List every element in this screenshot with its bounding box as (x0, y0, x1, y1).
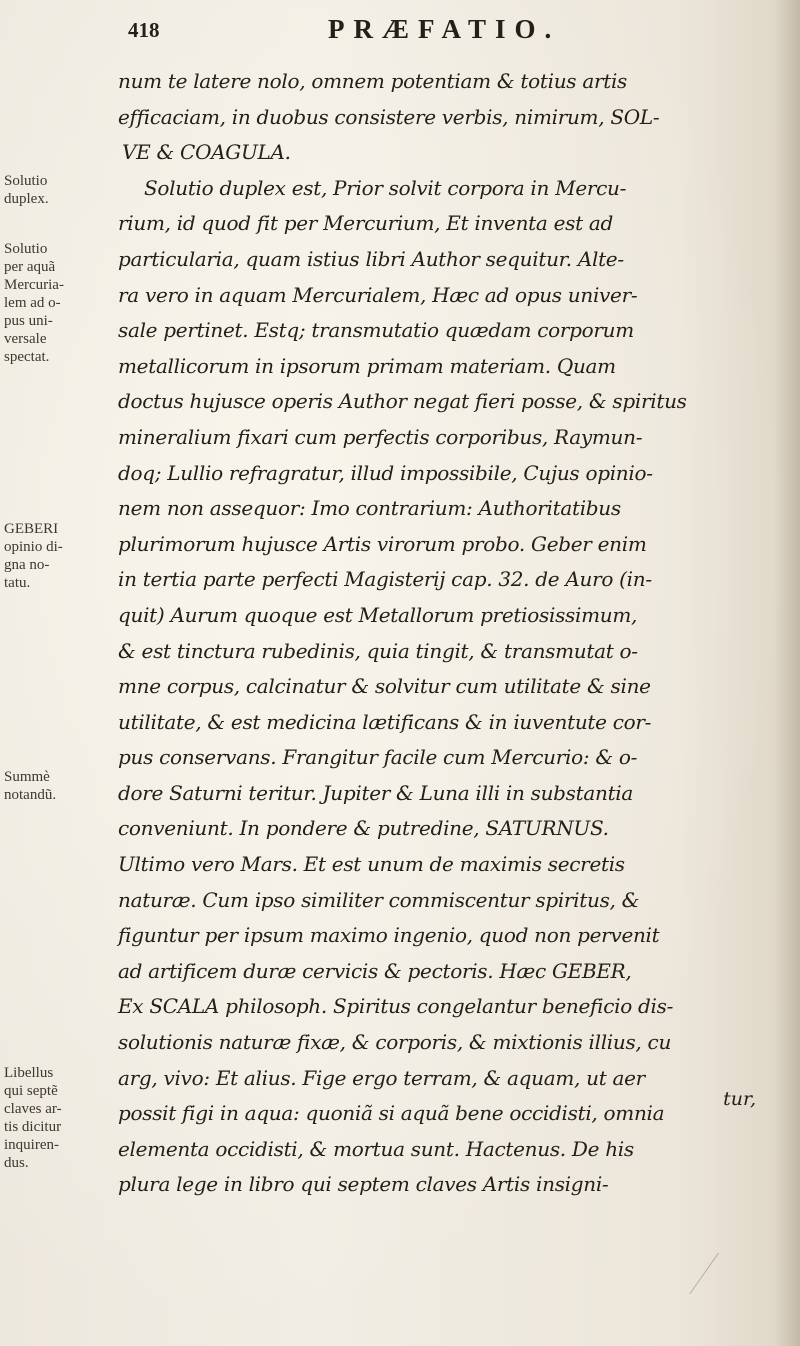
text-line: naturæ. Cum ipso similiter commiscentur spiritus, & (118, 887, 640, 912)
text-line: conveniunt. In pondere & putredine, SATURNUS. (118, 816, 609, 841)
text-line: VE & COAGULA. (122, 140, 291, 165)
text-line: figuntur per ipsum maximo ingenio, quod non pervenit (118, 923, 660, 948)
body-text (118, 64, 766, 1203)
text-line: mne corpus, calcinatur & solvitur cum utilitate & sine (118, 674, 651, 699)
text-line: particularia, quam istius libri Author sequitur. Alte- (118, 246, 624, 271)
catchword: tur, (723, 1088, 756, 1110)
text-line: rium, id quod fit per Mercurium, Et inventa est ad (118, 211, 614, 236)
page-number: 418 (128, 18, 160, 42)
text-line: possit figi in aqua: quoniã si aquã bene occidisti, omnia (118, 1101, 665, 1126)
text-line: doctus hujusce operis Author negat fieri posse, & spiritus (118, 389, 687, 414)
page-edge-shadow (774, 0, 800, 1346)
text-line: dore Saturni teritur. Jupiter & Luna illi in substantia (118, 780, 634, 805)
margin-note-summe-notandum: Summè notandũ. (4, 769, 57, 803)
margin-note-geberi-opinio: GEBERI opinio di- gna no- tatu. (4, 521, 63, 591)
margin-note-solutio-per-aquam: Solutio per aquã Mercuria- lem ad o- pus uni- versale spectat. (4, 241, 64, 365)
text-line: metallicorum in ipsorum primam materiam. Quam (118, 353, 616, 378)
text-line: Solutio duplex est, Prior solvit corpora in Mercu- (144, 175, 627, 200)
margin-notes (0, 0, 100, 1346)
running-title: PRÆFATIO. (328, 14, 561, 44)
text-line: num te latere nolo, omnem potentiam & totius artis (118, 69, 628, 93)
text-line: & est tinctura rubedinis, quia tingit, & transmutat o- (118, 638, 638, 663)
text-line: plurimorum hujusce Artis virorum probo. Geber enim (118, 531, 647, 556)
pen-mark (689, 1253, 751, 1317)
text-line: sale pertinet. Estq; transmutatio quædam corporum (118, 318, 634, 343)
text-line: Ultimo vero Mars. Et est unum de maximis secretis (118, 852, 625, 877)
text-line: quit) Aurum quoque est Metallorum pretiosissimum, (118, 602, 638, 627)
text-line: plura lege in libro qui septem claves Artis insigni- (118, 1172, 609, 1197)
margin-note-solutio-duplex: Solutio duplex. (4, 173, 49, 207)
text-line: nem non assequor: Imo contrarium: Authoritatibus (118, 496, 621, 521)
text-line: doq; Lullio refragratur, illud impossibile, Cujus opinio- (118, 460, 653, 485)
text-line: pus conservans. Frangitur facile cum Mercurio: & o- (118, 745, 638, 770)
text-line: ra vero in aquam Mercurialem, Hæc ad opus univer- (118, 282, 638, 307)
running-head (128, 14, 688, 54)
text-line: arg, vivo: Et alius. Fige ergo terram, & aquam, ut aer (118, 1065, 645, 1090)
text-line: ad artificem duræ cervicis & pectoris. Hæc GEBER, (118, 958, 632, 983)
text-line: utilitate, & est medicina lætificans & in iuventute cor- (118, 709, 652, 734)
text-line: efficaciam, in duobus consistere verbis, nimirum, SOL- (118, 104, 660, 129)
text-line: elementa occidisti, & mortua sunt. Hactenus. De his (118, 1136, 634, 1161)
text-line: mineralium fixari cum perfectis corporibus, Raymun- (118, 424, 643, 449)
text-line: solutionis naturæ fixæ, & corporis, & mixtionis illius, cu (118, 1030, 672, 1055)
text-line: Ex SCALA philosoph. Spiritus congelantur beneficio dis- (118, 994, 674, 1019)
text-line: in tertia parte perfecti Magisterij cap. 32. de Auro (in- (118, 567, 652, 592)
margin-note-libellus: Libellus qui septẽ claves ar- tis dicitur inquiren- dus. (4, 1065, 62, 1171)
